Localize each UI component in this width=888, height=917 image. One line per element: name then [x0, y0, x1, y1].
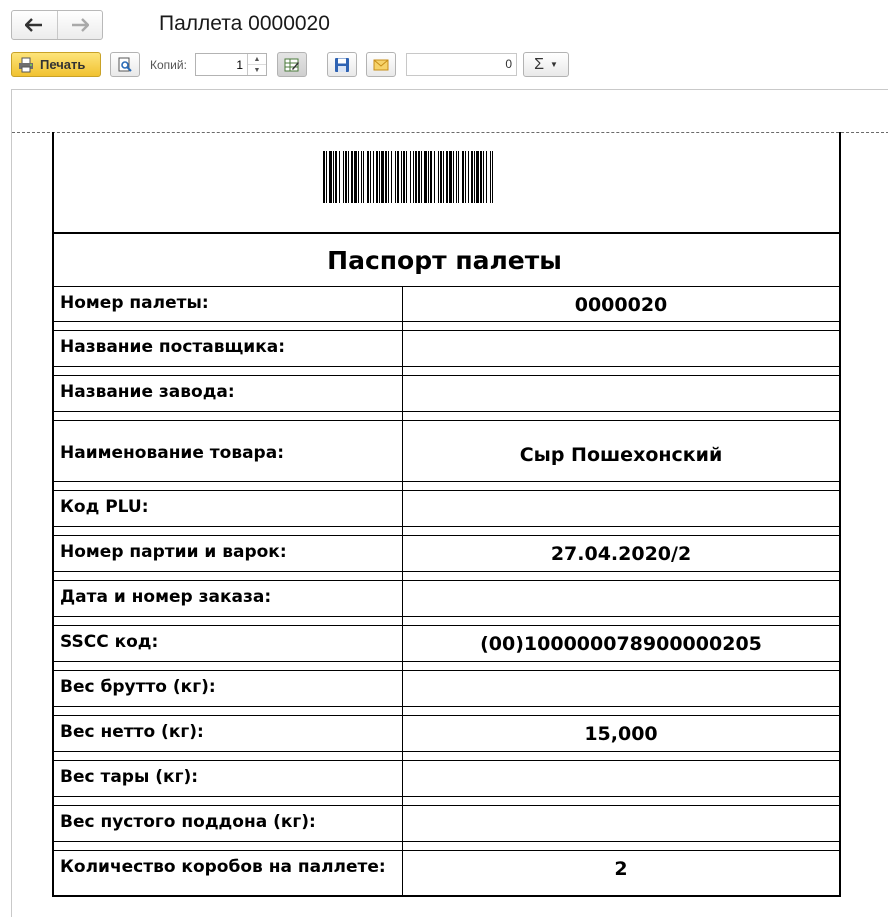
barcode-bar [483, 151, 484, 203]
passport-row [54, 851, 839, 895]
row-gridline [54, 366, 839, 367]
barcode-bar [335, 151, 337, 203]
field-label: Количество коробов на паллете: [54, 851, 403, 895]
barcode-bar [381, 151, 384, 203]
barcode-bar [486, 151, 487, 203]
field-value [403, 331, 839, 375]
field-label: Дата и номер заказа: [54, 581, 403, 625]
barcode-bar [323, 151, 325, 203]
row-gridline [54, 661, 839, 662]
field-label: Название поставщика: [54, 331, 403, 375]
barcode-bar [434, 151, 435, 203]
barcode-bar [370, 151, 371, 203]
sum-field: 0 [406, 53, 517, 76]
barcode-bar [348, 151, 349, 203]
passport-title: Паспорт палеты [327, 245, 562, 275]
barcode-bar [462, 151, 464, 203]
copies-spinner [247, 54, 266, 75]
barcode-bar [373, 151, 374, 203]
barcode-bar [391, 151, 392, 203]
barcode-bar [413, 151, 414, 203]
barcode-bar [406, 151, 407, 203]
passport-row [54, 671, 839, 716]
barcode-bar [379, 151, 380, 203]
field-label: Вес пустого поддона (кг): [54, 806, 403, 850]
field-value: 27.04.2020/2 [550, 543, 692, 565]
barcode-cell [54, 132, 839, 234]
barcode-bar [354, 151, 357, 203]
passport-row [54, 716, 839, 761]
barcode-bar [329, 151, 332, 203]
field-value [403, 581, 839, 625]
field-value [403, 671, 839, 715]
passport-row [54, 626, 839, 671]
toolbar [0, 50, 888, 80]
barcode-bar [333, 151, 334, 203]
dropdown-arrow-icon: ▼ [549, 60, 558, 69]
barcode-bar [385, 151, 387, 203]
preview-button[interactable] [110, 52, 140, 77]
copies-stepper[interactable] [195, 53, 267, 76]
barcode-bar [476, 151, 479, 203]
barcode-bar [358, 151, 359, 203]
row-gridline [54, 571, 839, 572]
print-button-label: Печать [40, 57, 86, 72]
print-button[interactable] [11, 52, 101, 77]
row-gridline [54, 616, 839, 617]
barcode-bar [410, 151, 411, 203]
arrow-left-icon [25, 18, 43, 32]
barcode-bar [449, 151, 452, 203]
row-gridline [54, 526, 839, 527]
barcode-bar [343, 151, 344, 203]
envelope-icon [373, 57, 389, 73]
barcode-bar [418, 151, 420, 203]
sum-menu-button[interactable] [523, 52, 569, 77]
barcode-bar [345, 151, 347, 203]
field-value: Сыр Пошехонский [519, 444, 723, 466]
sigma-icon: Σ [534, 55, 544, 73]
floppy-disk-icon [334, 57, 350, 73]
edit-mode-button[interactable] [277, 52, 307, 77]
passport-row [54, 806, 839, 851]
barcode-bar [428, 151, 429, 203]
barcode-bar [326, 151, 327, 203]
pallet-passport [52, 132, 841, 897]
barcode-bar [351, 151, 353, 203]
row-gridline [54, 706, 839, 707]
row-gridline [54, 796, 839, 797]
table-edit-icon [284, 57, 300, 73]
barcode-bar [443, 151, 444, 203]
field-value: 2 [614, 858, 628, 880]
field-value: 0000020 [574, 294, 668, 316]
barcode-bar [361, 151, 362, 203]
barcode-bar [438, 151, 439, 203]
print-preview-icon [117, 57, 133, 73]
barcode-bar [388, 151, 389, 203]
field-label: Номер партии и варок: [54, 536, 403, 580]
navigation-buttons [11, 10, 103, 40]
field-value [403, 491, 839, 535]
field-value [403, 761, 839, 805]
field-label: Вес тары (кг): [54, 761, 403, 805]
spin-down-icon[interactable]: ▼ [248, 64, 266, 75]
back-button[interactable] [12, 11, 57, 39]
barcode-bar [415, 151, 417, 203]
copies-input[interactable]: 1 [236, 57, 243, 72]
barcode-bar [424, 151, 427, 203]
copies-label: Копий: [150, 58, 187, 72]
barcode-bar [401, 151, 402, 203]
forward-button[interactable] [57, 11, 103, 39]
barcode-bar [397, 151, 399, 203]
passport-row [54, 287, 839, 331]
field-value [403, 806, 839, 850]
passport-row [54, 421, 839, 491]
field-value: 15,000 [584, 723, 658, 745]
passport-fields [54, 287, 839, 895]
printer-icon [18, 57, 34, 73]
field-label: Название завода: [54, 376, 403, 420]
barcode-bar [474, 151, 475, 203]
barcode-bar [363, 151, 364, 203]
barcode-bar [480, 151, 482, 203]
barcode [323, 151, 493, 203]
barcode-bar [339, 151, 340, 203]
barcode-bar [468, 151, 469, 203]
passport-title-cell [54, 234, 839, 287]
passport-row [54, 536, 839, 581]
barcode-bar [440, 151, 442, 203]
barcode-bar [421, 151, 422, 203]
passport-row [54, 761, 839, 806]
row-gridline [54, 481, 839, 482]
save-button[interactable] [327, 52, 357, 77]
barcode-bar [376, 151, 378, 203]
window-title: Паллета 0000020 [159, 12, 330, 35]
passport-row [54, 491, 839, 536]
barcode-bar [471, 151, 473, 203]
field-label: Вес нетто (кг): [54, 716, 403, 760]
barcode-bar [395, 151, 396, 203]
barcode-bar [446, 151, 448, 203]
passport-row [54, 331, 839, 376]
barcode-bar [430, 151, 432, 203]
field-label: Вес брутто (кг): [54, 671, 403, 715]
passport-row [54, 581, 839, 626]
barcode-bar [490, 151, 491, 203]
barcode-bar [458, 151, 459, 203]
barcode-bar [453, 151, 454, 203]
send-email-button[interactable] [366, 52, 396, 77]
spin-up-icon[interactable]: ▲ [253, 55, 261, 63]
row-gridline [54, 841, 839, 842]
barcode-bar [465, 151, 466, 203]
barcode-bar [456, 151, 457, 203]
row-gridline [54, 321, 839, 322]
field-label: Наименование товара: [54, 421, 403, 490]
row-gridline [54, 751, 839, 752]
row-gridline [54, 411, 839, 412]
field-label: SSCC код: [54, 626, 403, 670]
document-area[interactable] [11, 89, 888, 917]
field-label: Номер палеты: [54, 287, 403, 330]
barcode-bar [403, 151, 405, 203]
arrow-right-icon [71, 18, 89, 32]
barcode-bar [367, 151, 369, 203]
passport-row [54, 376, 839, 421]
barcode-bar [492, 151, 493, 203]
field-label: Код PLU: [54, 491, 403, 535]
field-value [403, 376, 839, 420]
field-value: (00)100000078900000205 [480, 633, 762, 655]
